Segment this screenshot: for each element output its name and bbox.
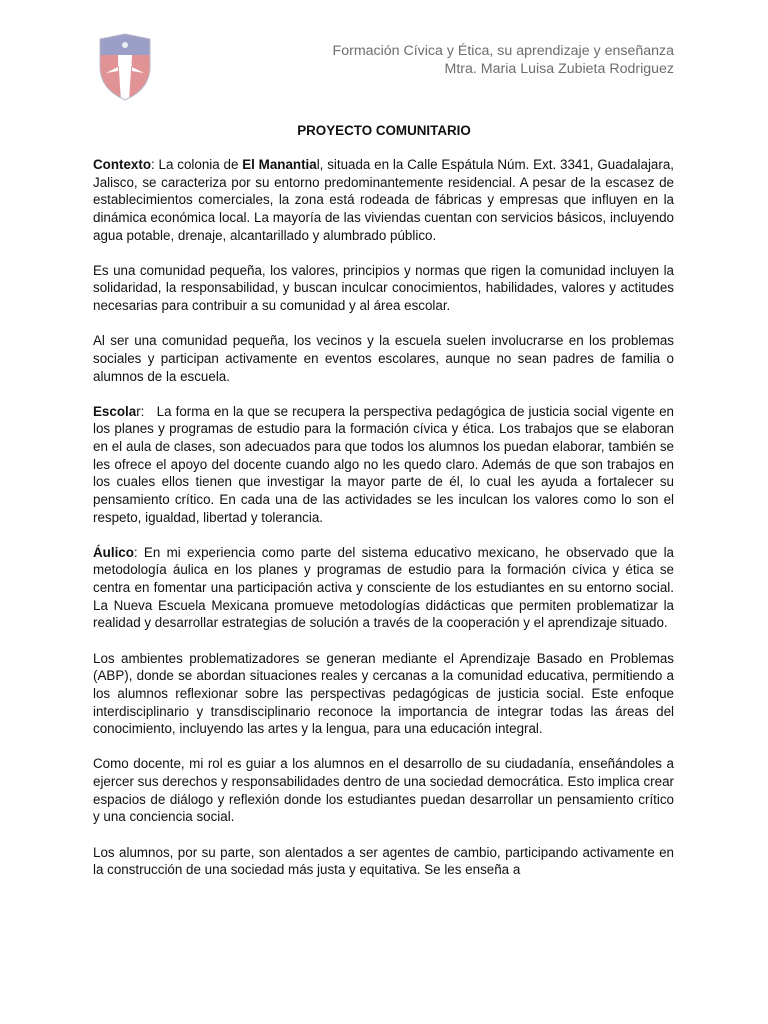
paragraph-community-involvement: Al ser una comunidad pequeña, los vecinos y la escuela suelen involucrarse en los problemas sociales y participan activamente en eventos escolares, aunque no sean padres de familia o alumnos de la escuela.: [93, 333, 674, 384]
paragraph-students: Los alumnos, por su parte, son alentados a ser agentes de cambio, participando activamente en la construcción de una sociedad más justa y equitativa. Se les enseña a: [93, 844, 674, 878]
header-course-title: Formación Cívica y Ética, su aprendizaje y enseñanza: [332, 43, 674, 59]
paragraph-school: [93, 403, 678, 527]
context-text-1: : La colonia de: [151, 157, 243, 172]
paragraph-classroom: [93, 544, 674, 632]
context-place-name: El Manantia: [242, 157, 317, 172]
school-text: r: La forma en la que se recupera la perspectiva pedagógica de justicia social vigente en los planes y programas de estudio para la formación cívica y ética. Los trabajos que se elaboran en el aula de clases, son adecuados para que todos los alumnos los puedan elaborar, también se les ofrece el apoyo del docente cuando algo no les quedo claro. Además de que son trabajos en los cuales ellos tienen que investigar la mayor parte de él, lo cual les ayuda a fortalecer su pensamiento crítico. En cada una de las actividades se les inculcan los valores como lo son el respeto, igualdad, libertad y tolerancia.: [93, 403, 678, 525]
logo-initials: NE: [117, 57, 133, 69]
paragraph-abp: Los ambientes problematizadores se generan mediante el Aprendizaje Basado en Problemas (ABP), donde se abordan situaciones reales y cercanas a la comunidad educativa, permitiendo a los alumnos reflexionar sobre las perspectivas pedagógicas de justicia social. Este enfoque interdisciplinario y transdisciplinario reconoce la importancia de integrar todas las áreas del conocimiento, incluyendo las artes y la lengua, para una educación integral.: [93, 650, 674, 737]
classroom-label: Áulico: [93, 544, 134, 560]
header-author: Mtra. Maria Luisa Zubieta Rodriguez: [444, 61, 674, 77]
context-text-2: l, situada en la Calle Espátula Núm. Ext. 3341, Guadalajara, Jalisco, se caracteriza por su entorno predominantemente residencial. A pesar de la escasez de establecimientos comerciales, la zona está rodeada de fábricas y empresas que influyen en la dinámica económica local. La mayoría de las viviendas cuentan con servicios básicos, incluyendo agua potable, drenaje, alcantarillado y alumbrado público.: [93, 157, 675, 243]
context-label: Contexto: [93, 157, 152, 172]
paragraph-context: [93, 156, 674, 244]
document-body: [93, 156, 678, 879]
classroom-text: : En mi experiencia como parte del sistema educativo mexicano, he observado que la metodología áulica en los planes y programas de estudio para la formación cívica y ética se centra en fomentar una participación activa y consciente de los estudiantes en su entorno social. La Nueva Escuela Mexicana promueve metodologías didácticas que permiten problematizar la realidad y desarrollar estrategias de solución a través de la cooperación y el aprendizaje situado.: [93, 544, 674, 631]
page-header: [333, 42, 674, 78]
school-label: Escola: [93, 403, 137, 419]
school-logo: [96, 33, 154, 101]
paragraph-teacher-role: Como docente, mi rol es guiar a los alumnos en el desarrollo de su ciudadanía, enseñándoles a ejercer sus derechos y responsabilidades dentro de una sociedad democrática. Esto implica crear espacios de diálogo y reflexión donde los estudiantes puedan desarrollar un pensamiento crítico y una conciencia social.: [93, 756, 674, 825]
document-title: PROYECTO COMUNITARIO: [297, 123, 471, 138]
paragraph-community-values: Es una comunidad pequeña, los valores, principios y normas que rigen la comunidad incluyen la solidaridad, la responsabilidad, y buscan inculcar conocimientos, habilidades, valores y actitudes necesarias para contribuir a su comunidad y al área escolar.: [93, 262, 674, 314]
